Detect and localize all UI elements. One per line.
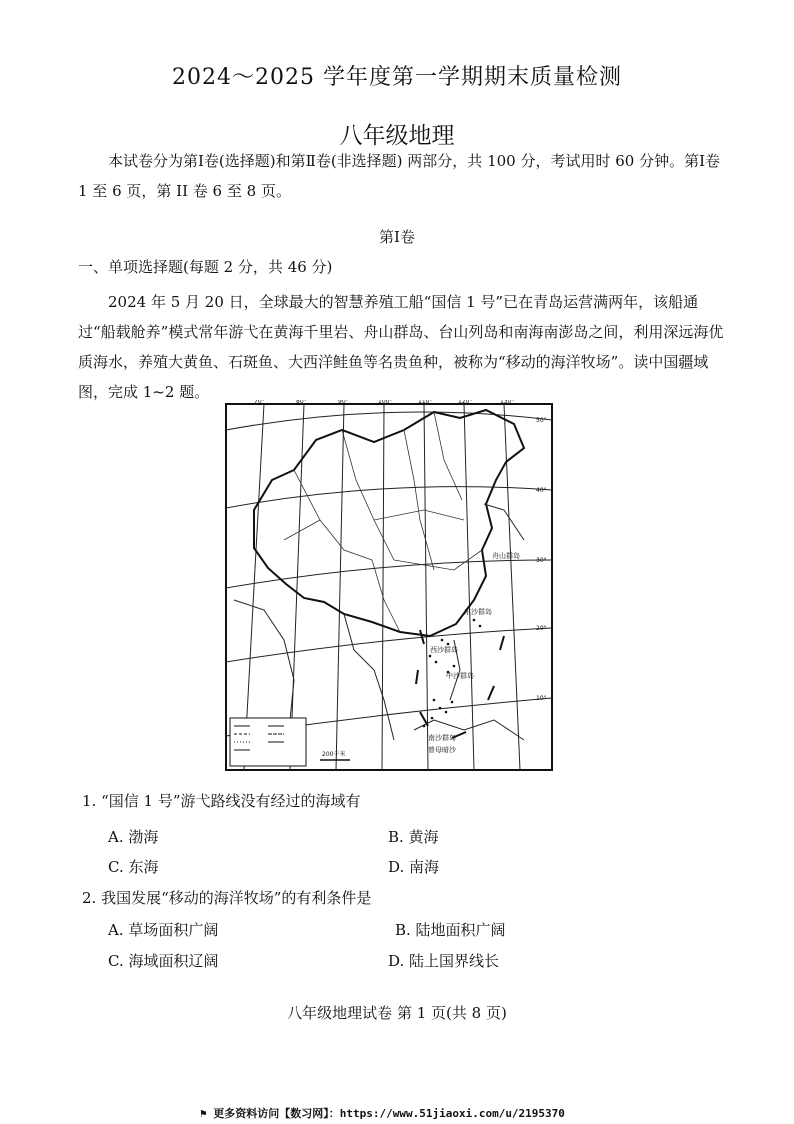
exam-title: 2024～2025 学年度第一学期期末质量检测: [172, 65, 622, 90]
lon-label: 90°: [338, 400, 349, 405]
lon-label: 70°: [254, 400, 265, 405]
reading-passage: 2024 年 5 月 20 日，全球最大的智慧养殖工船“国信 1 号”已在青岛运营满两年，该船通过“船载舱养”模式常年游弋在黄海千里岩、舟山群岛、台山列岛和南海南澎岛之间，利用深远海优质海水，养殖大黄鱼、石斑鱼、大西洋鲑鱼等名贵鱼种，被称为“移动的海洋牧场”。读中国疆域图，完成 1~2 题。: [78, 293, 724, 401]
place-label: 中沙群岛: [446, 672, 474, 680]
lat-label: 30°: [536, 557, 547, 564]
lon-label: 100°: [378, 400, 393, 405]
question-2-option-c: C. 海域面积辽阔: [108, 952, 219, 970]
question-1-option-a: A. 渤海: [108, 828, 159, 846]
lat-label: 40°: [536, 487, 547, 494]
question-2-option-d: D. 陆上国界线长: [388, 952, 500, 970]
lon-label: 120°: [458, 400, 473, 405]
lon-label: 110°: [418, 400, 433, 405]
section-heading: 一、单项选择题(每题 2 分，共 46 分): [78, 258, 333, 276]
exam-instructions: 本试卷分为第Ⅰ卷(选择题)和第Ⅱ卷(非选择题) 两部分，共 100 分，考试用时 60 分钟。第Ⅰ卷 1 至 6 页，第 II 卷 6 至 8 页。: [78, 152, 721, 200]
question-2-option-b: B. 陆地面积广阔: [395, 921, 506, 939]
question-2-stem: 2. 我国发展“移动的海洋牧场”的有利条件是: [82, 889, 372, 907]
lat-label: 50°: [536, 417, 547, 424]
place-label: 南沙群岛: [428, 734, 456, 742]
question-1-option-c: C. 东海: [108, 858, 159, 876]
flag-icon: ⚑: [200, 1107, 214, 1120]
map-scale: 200千米: [322, 751, 346, 758]
lon-label: 130°: [500, 400, 515, 405]
place-label: 舟山群岛: [492, 552, 520, 560]
question-1-option-b: B. 黄海: [388, 828, 439, 846]
china-territory-map: [224, 400, 554, 773]
question-1-option-d: D. 南海: [388, 858, 440, 876]
place-label: 西沙群岛: [430, 646, 458, 654]
resource-link-text: 更多资料访问【数习网】：https://www.51jiaoxi.com/u/2195370: [213, 1107, 565, 1120]
lon-label: 80°: [296, 400, 307, 405]
question-2-option-a: A. 草场面积广阔: [108, 921, 219, 939]
part-label: 第Ⅰ卷: [379, 228, 415, 246]
place-label: 东沙群岛: [464, 608, 492, 616]
lat-label: 10°: [536, 695, 547, 702]
resource-link[interactable]: [200, 1105, 565, 1121]
subject-title: 八年级地理: [339, 123, 455, 149]
question-1-stem: 1. “国信 1 号”游弋路线没有经过的海域有: [82, 792, 361, 810]
lat-label: 20°: [536, 625, 547, 632]
page-footer: 八年级地理试卷 第 1 页(共 8 页): [287, 1004, 507, 1022]
place-label: 曾母暗沙: [428, 746, 456, 754]
